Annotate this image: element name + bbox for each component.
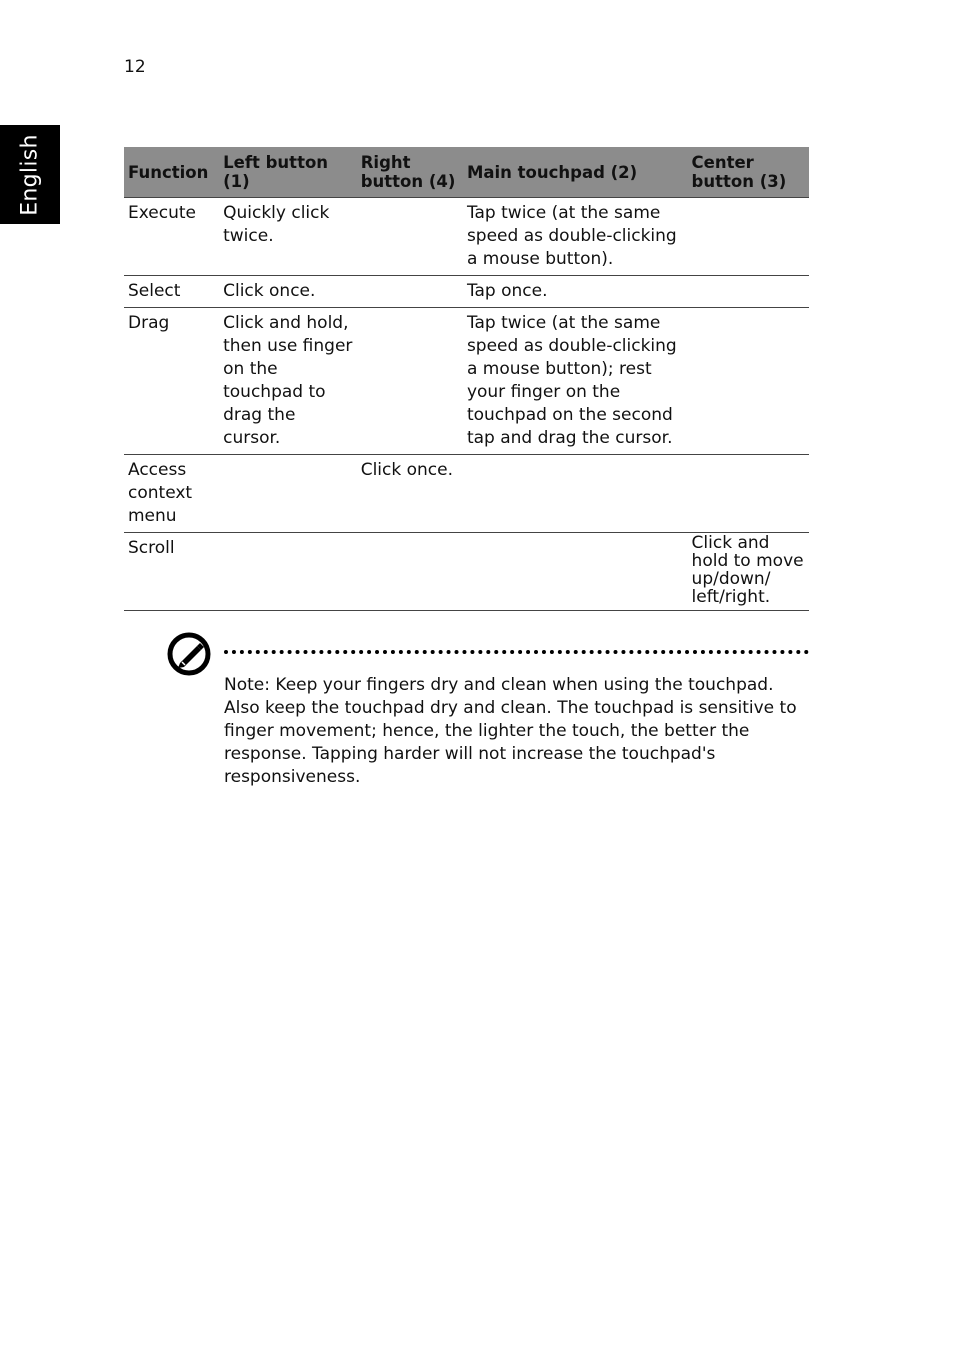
table-cell: Select: [124, 276, 219, 308]
table-cell: [463, 533, 688, 611]
table-cell: Click once.: [219, 276, 357, 308]
table-cell: Tap twice (at the same speed as double-clicking a mouse button).: [463, 198, 688, 276]
page-number: 12: [124, 57, 146, 77]
note-body: Keep your fingers dry and clean when using the touchpad. Also keep the touchpad dry and clean. The touchpad is sensitive to finger movement; hence, the lighter the touch, the better the response. Tapping harder will not increase the touchpad's responsiveness.: [224, 675, 797, 787]
note-paragraph: [224, 674, 804, 789]
table-header-row: [124, 147, 809, 198]
column-header: Center button (3): [688, 147, 809, 198]
table-row: [124, 455, 809, 533]
table-cell: [219, 455, 357, 533]
table-cell: [688, 276, 809, 308]
note-pen-icon: [166, 631, 212, 677]
note-label: Note:: [224, 675, 270, 695]
table-cell: Access context menu: [124, 455, 219, 533]
table-cell: Quickly click twice.: [219, 198, 357, 276]
table-cell: [357, 533, 463, 611]
table-cell: Execute: [124, 198, 219, 276]
table-cell: Tap twice (at the same speed as double-clicking a mouse button); rest your finger on the touchpad on the second tap and drag the cursor.: [463, 308, 688, 455]
table-cell: [357, 308, 463, 455]
note-divider: [224, 650, 809, 654]
table-cell: [688, 198, 809, 276]
table-cell: [357, 276, 463, 308]
table-row: [124, 198, 809, 276]
table-cell: [463, 455, 688, 533]
column-header: Left button (1): [219, 147, 357, 198]
table-cell: Click once.: [357, 455, 463, 533]
table-cell: [357, 198, 463, 276]
table-row: [124, 308, 809, 455]
column-header: Main touchpad (2): [463, 147, 688, 198]
table-cell: Click and hold, then use finger on the touchpad to drag the cursor.: [219, 308, 357, 455]
touchpad-function-table: [124, 147, 809, 611]
table-row: [124, 276, 809, 308]
table-cell: Click and hold to move up/down/ left/right.: [688, 533, 809, 611]
table-cell: Tap once.: [463, 276, 688, 308]
side-tab-label: English: [17, 134, 43, 216]
column-header: Function: [124, 147, 219, 198]
table-cell: Scroll: [124, 533, 219, 611]
table-row: [124, 533, 809, 611]
language-side-tab: [0, 125, 60, 224]
column-header: Right button (4): [357, 147, 463, 198]
table-cell: Drag: [124, 308, 219, 455]
table-cell: [688, 455, 809, 533]
table-cell: [219, 533, 357, 611]
table-cell: [688, 308, 809, 455]
